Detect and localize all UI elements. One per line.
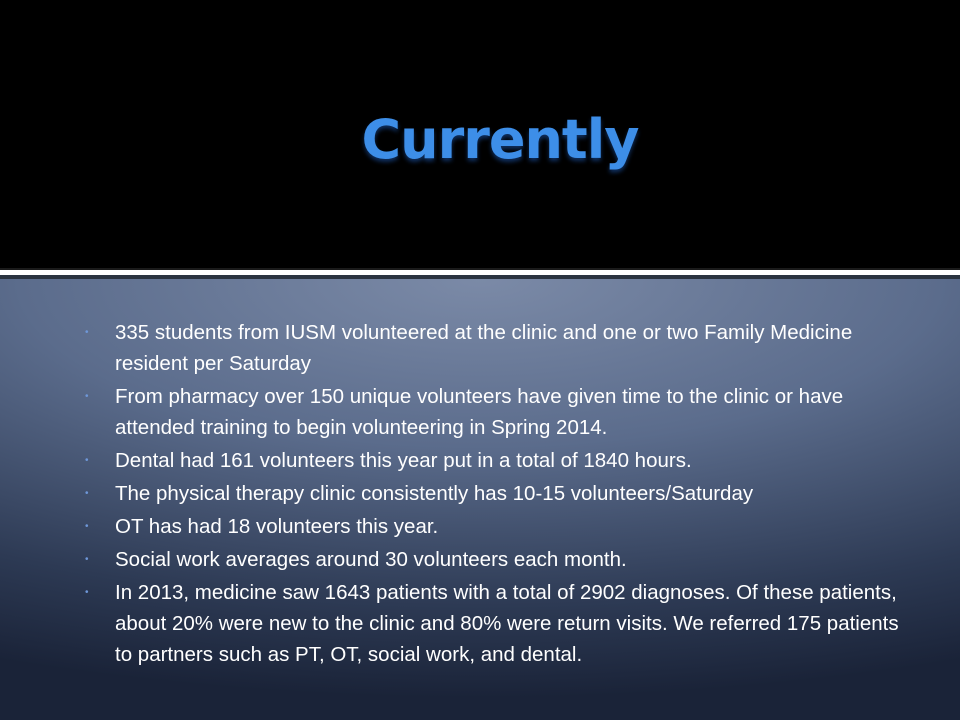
bullet-text: From pharmacy over 150 unique volunteers have given time to the clinic or have attended training to begin volunteering in Spring 2014.	[115, 385, 844, 439]
bullet-text: Social work averages around 30 volunteers each month.	[115, 548, 627, 571]
content-area	[0, 279, 960, 720]
bullet-text: In 2013, medicine saw 1643 patients with a total of 2902 diagnoses. Of these patients, about 20% were new to the clinic and 80% were return visits. We referred 175 patients to partners such as PT, OT, social work, and dental.	[115, 581, 899, 666]
bullet-icon: •	[85, 488, 89, 499]
bullet-text: The physical therapy clinic consistently has 10-15 volunteers/Saturday	[115, 482, 754, 505]
bullet-item	[85, 381, 915, 443]
bullet-icon: •	[85, 455, 89, 466]
bullet-icon: •	[85, 554, 89, 565]
bullet-icon: •	[85, 391, 89, 402]
title-band	[0, 0, 960, 268]
bullet-list	[85, 317, 915, 672]
bullet-item	[85, 544, 915, 575]
bullet-icon: •	[85, 587, 89, 598]
bullet-icon: •	[85, 521, 89, 532]
bullet-item	[85, 478, 915, 509]
bullet-text: OT has had 18 volunteers this year.	[115, 515, 439, 538]
bullet-text: Dental had 161 volunteers this year put in a total of 1840 hours.	[115, 449, 692, 472]
bullet-icon: •	[85, 327, 89, 338]
bullet-text: 335 students from IUSM volunteered at the clinic and one or two Family Medicine resident per Saturday	[115, 321, 853, 375]
bullet-item	[85, 511, 915, 542]
slide-title: Currently	[361, 108, 639, 171]
bullet-item	[85, 577, 915, 670]
bullet-item	[85, 317, 915, 379]
divider	[0, 268, 960, 279]
bullet-item	[85, 445, 915, 476]
